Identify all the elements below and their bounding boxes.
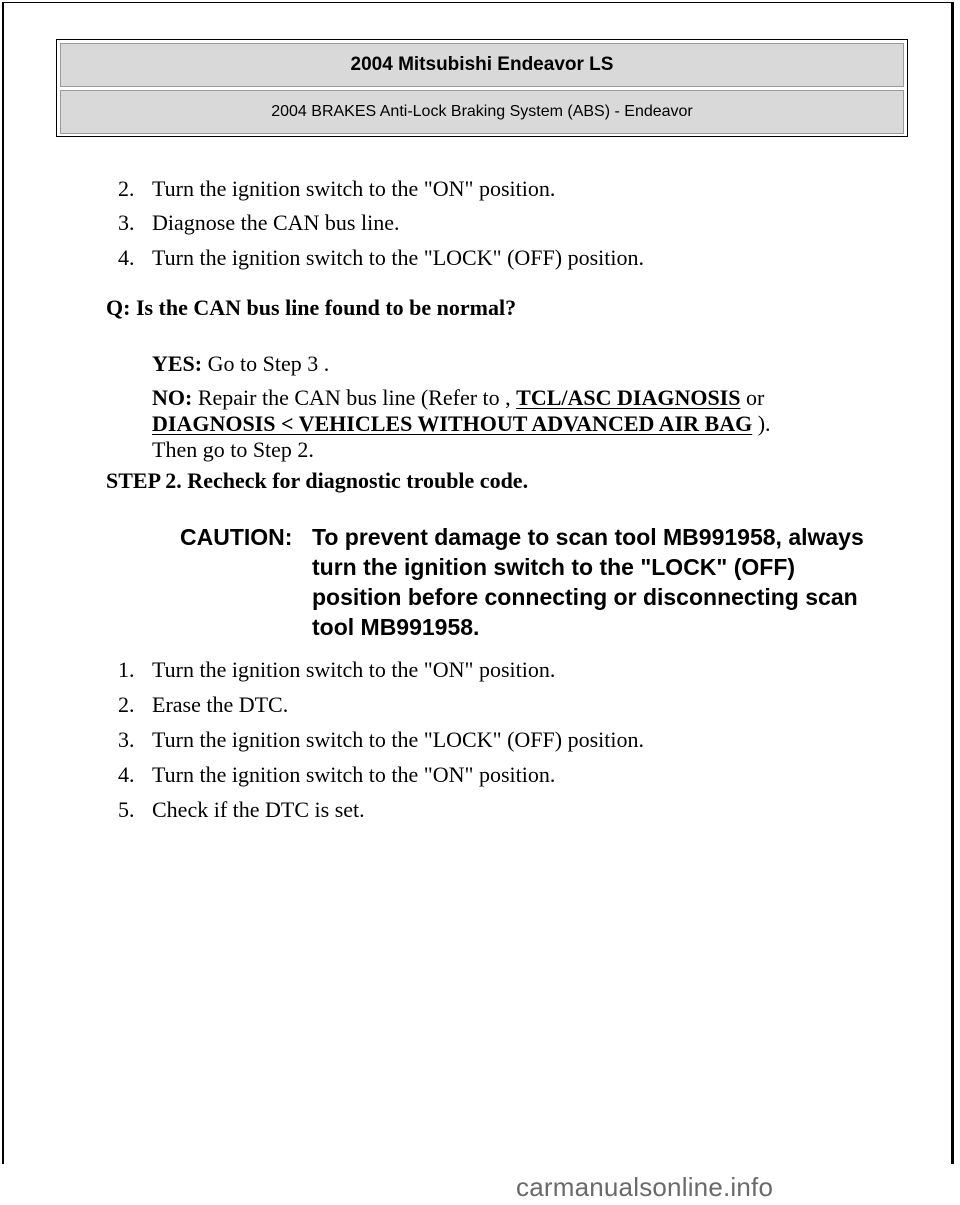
list-item-text: Diagnose the CAN bus line. xyxy=(152,210,400,235)
yes-text: Go to Step 3 . xyxy=(202,351,330,376)
list-item-number: 2. xyxy=(118,176,135,201)
list-item xyxy=(118,176,555,202)
list-item-text: Erase the DTC. xyxy=(152,692,289,717)
question-heading: Q: Is the CAN bus line found to be normal? xyxy=(106,295,517,320)
no-answer-line-3: Then go to Step 2. xyxy=(152,437,314,462)
list-item-text: Turn the ignition switch to the "LOCK" (OFF) position. xyxy=(152,245,645,270)
list-item-number: 4. xyxy=(118,762,135,787)
diagnosis-vehicles-without-advanced-air-bag-link[interactable]: DIAGNOSIS < VEHICLES WITHOUT ADVANCED AIR BAG xyxy=(152,411,753,436)
list-item-number: 1. xyxy=(118,657,135,682)
caution-text: To prevent damage to scan tool MB991958, always turn the ignition switch to the "LOCK" (OFF) position before connecting or disconnecting scan tool MB991958. xyxy=(312,524,864,640)
list-item-text: Turn the ignition switch to the "ON" position. xyxy=(152,176,556,201)
step-2-heading: STEP 2. Recheck for diagnostic trouble code. xyxy=(106,468,529,493)
list-item xyxy=(118,692,288,718)
list-item-number: 4. xyxy=(118,245,135,270)
list-item xyxy=(118,210,399,236)
tcl-asc-diagnosis-link[interactable]: TCL/ASC DIAGNOSIS xyxy=(516,385,741,410)
list-item-text: Turn the ignition switch to the "ON" position. xyxy=(152,762,556,787)
list-item-number: 3. xyxy=(118,210,135,235)
header-title: 2004 Mitsubishi Endeavor LS xyxy=(60,43,904,87)
no-label: NO: xyxy=(152,385,193,410)
document-header xyxy=(56,39,908,137)
watermark-text: carmanualsonline.info xyxy=(516,1172,774,1202)
no-answer-line-1 xyxy=(152,385,764,411)
no-text: Repair the CAN bus line (Refer to , xyxy=(192,385,517,410)
no-answer-line-2 xyxy=(152,411,771,437)
list-item-number: 3. xyxy=(118,727,135,752)
list-item-text: Turn the ignition switch to the "ON" position. xyxy=(152,657,556,682)
no-text: or xyxy=(740,385,765,410)
list-item-text: Turn the ignition switch to the "LOCK" (OFF) position. xyxy=(152,727,645,752)
list-item xyxy=(118,797,365,823)
list-item xyxy=(118,657,555,683)
yes-answer xyxy=(152,351,329,377)
list-item xyxy=(118,245,644,271)
list-item-number: 5. xyxy=(118,797,135,822)
yes-label: YES: xyxy=(152,351,203,376)
header-subtitle: 2004 BRAKES Anti-Lock Braking System (ABS) - Endeavor xyxy=(60,90,904,134)
list-item xyxy=(118,762,555,788)
list-item-text: Check if the DTC is set. xyxy=(152,797,365,822)
list-item-number: 2. xyxy=(118,692,135,717)
caution-label: CAUTION: xyxy=(180,524,293,550)
no-text: ). xyxy=(752,411,771,436)
list-item xyxy=(118,727,644,753)
